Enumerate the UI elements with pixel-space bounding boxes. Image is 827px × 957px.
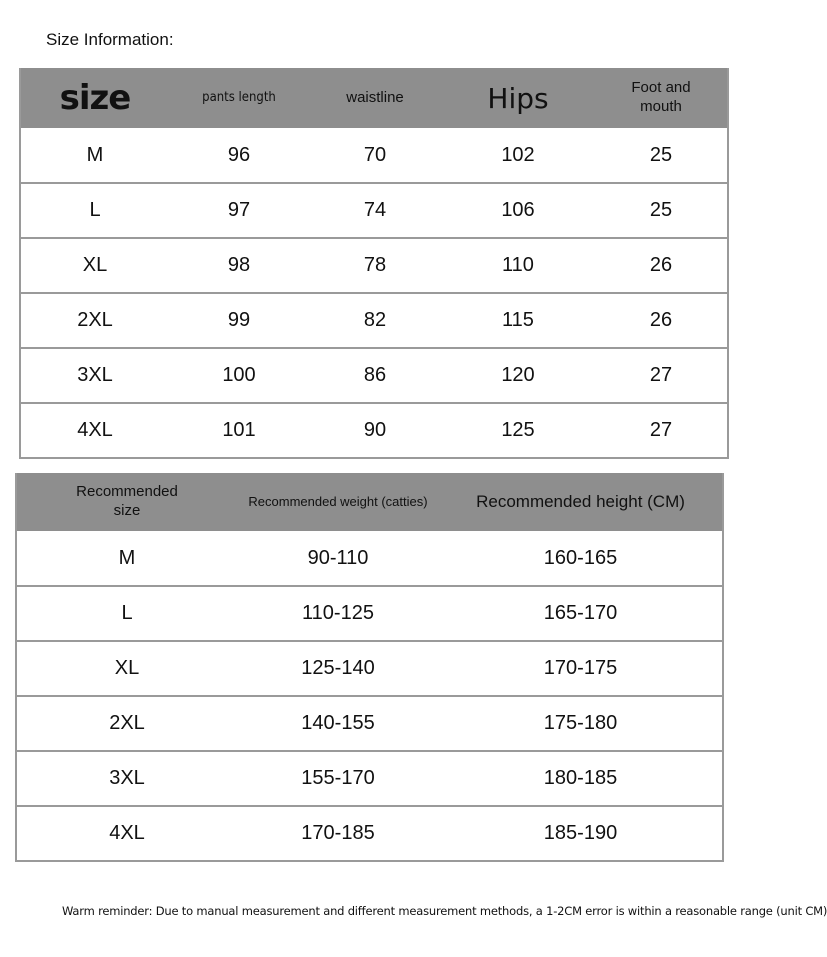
header-recommended-size: Recommended size	[16, 473, 237, 531]
pants-length-cell: 99	[169, 293, 309, 348]
pants-length-cell: 97	[169, 183, 309, 238]
size-cell: 2XL	[16, 696, 237, 751]
recommend-table	[15, 473, 724, 862]
warm-reminder: Warm reminder: Due to manual measurement and different measurement methods, a 1-2CM error is within a reasonable range (unit CM)	[62, 904, 827, 918]
foot-and-mouth-cell: 26	[595, 238, 728, 293]
size-cell: 2XL	[20, 293, 169, 348]
hips-cell: 110	[441, 238, 595, 293]
header-recommended-weight: Recommended weight (catties)	[237, 473, 439, 531]
size-cell: M	[16, 531, 237, 586]
pants-length-cell: 98	[169, 238, 309, 293]
header-pants-length: pants length	[169, 68, 309, 128]
weight-cell: 140-155	[237, 696, 439, 751]
hips-cell: 125	[441, 403, 595, 458]
hips-cell: 102	[441, 128, 595, 183]
header-recommended-height: Recommended height (CM)	[439, 473, 723, 531]
foot-and-mouth-cell: 25	[595, 128, 728, 183]
foot-and-mouth-cell: 27	[595, 403, 728, 458]
table-row	[20, 348, 728, 403]
table-row	[16, 696, 723, 751]
recommend-table-header	[16, 473, 723, 531]
table-row	[16, 586, 723, 641]
foot-and-mouth-cell: 25	[595, 183, 728, 238]
height-cell: 175-180	[439, 696, 723, 751]
pants-length-cell: 101	[169, 403, 309, 458]
header-size: size	[20, 68, 169, 128]
pants-length-cell: 100	[169, 348, 309, 403]
size-cell: 3XL	[16, 751, 237, 806]
height-cell: 170-175	[439, 641, 723, 696]
weight-cell: 110-125	[237, 586, 439, 641]
size-cell: L	[16, 586, 237, 641]
waistline-cell: 78	[309, 238, 441, 293]
foot-and-mouth-cell: 26	[595, 293, 728, 348]
waistline-cell: 86	[309, 348, 441, 403]
table-row	[20, 128, 728, 183]
page-title: Size Information:	[46, 30, 174, 49]
size-cell: XL	[16, 641, 237, 696]
height-cell: 185-190	[439, 806, 723, 861]
size-cell: 4XL	[20, 403, 169, 458]
foot-and-mouth-cell: 27	[595, 348, 728, 403]
waistline-cell: 74	[309, 183, 441, 238]
table-row	[16, 531, 723, 586]
size-cell: 4XL	[16, 806, 237, 861]
size-cell: XL	[20, 238, 169, 293]
pants-length-cell: 96	[169, 128, 309, 183]
hips-cell: 115	[441, 293, 595, 348]
waistline-cell: 82	[309, 293, 441, 348]
weight-cell: 170-185	[237, 806, 439, 861]
size-cell: L	[20, 183, 169, 238]
header-waistline: waistline	[309, 68, 441, 128]
height-cell: 160-165	[439, 531, 723, 586]
weight-cell: 155-170	[237, 751, 439, 806]
weight-cell: 125-140	[237, 641, 439, 696]
table-row	[20, 238, 728, 293]
height-cell: 165-170	[439, 586, 723, 641]
size-cell: 3XL	[20, 348, 169, 403]
waistline-cell: 90	[309, 403, 441, 458]
table-row	[16, 641, 723, 696]
height-cell: 180-185	[439, 751, 723, 806]
table-row	[20, 293, 728, 348]
table-row	[20, 403, 728, 458]
size-table	[19, 68, 729, 459]
hips-cell: 120	[441, 348, 595, 403]
size-table-header	[20, 68, 728, 128]
size-cell: M	[20, 128, 169, 183]
header-hips: Hips	[441, 68, 595, 128]
table-row	[20, 183, 728, 238]
waistline-cell: 70	[309, 128, 441, 183]
header-foot-and-mouth: Foot and mouth	[595, 68, 728, 128]
table-row	[16, 806, 723, 861]
weight-cell: 90-110	[237, 531, 439, 586]
table-row	[16, 751, 723, 806]
hips-cell: 106	[441, 183, 595, 238]
